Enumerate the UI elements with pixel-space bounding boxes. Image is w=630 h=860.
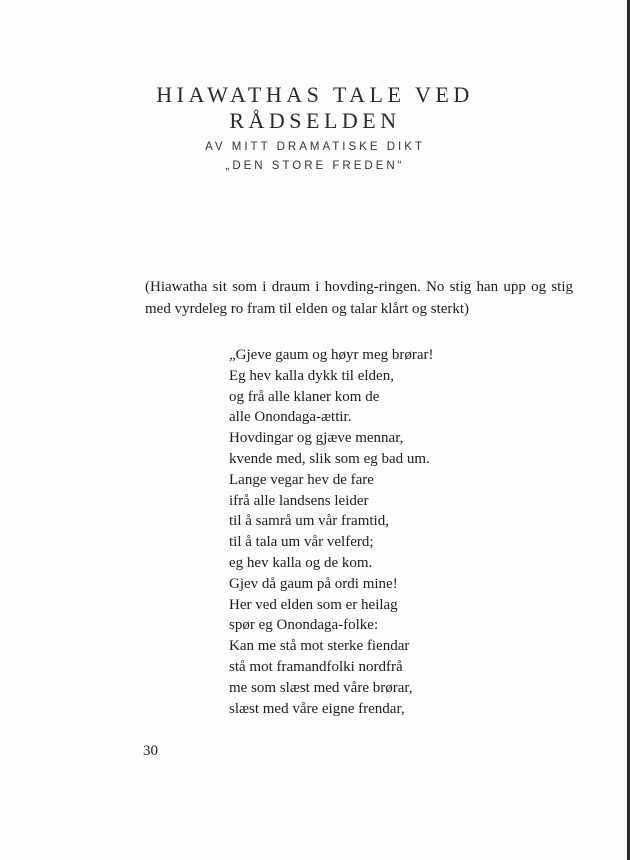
verse-line: alle Onondaga-ættir. (229, 409, 352, 426)
verse-line: Lange vegar hev de fare (229, 471, 374, 488)
title-line-2: RÅDSELDEN (229, 108, 401, 133)
subtitle (0, 138, 630, 176)
verse-line: til å tala um vår velferd; (229, 534, 374, 551)
subtitle-line-2: „DEN STORE FREDEN“ (225, 160, 405, 172)
verse-line: Her ved elden som er heilag (229, 596, 398, 613)
subtitle-line-1: AV MITT DRAMATISKE DIKT (205, 141, 425, 153)
verse-line: slæst med våre eigne frendar, (229, 700, 405, 717)
verse-line: Eg hev kalla dykk til elden, (229, 367, 394, 384)
verse-line: eg hev kalla og de kom. (229, 554, 373, 571)
verse-line: kvende med, slik som eg bad um. (229, 450, 430, 467)
verse-line: stå mot framandfolki nordfrå (229, 658, 403, 675)
verse-line: Gjev då gaum på ordi mine! (229, 575, 398, 592)
verse-line: me som slæst med våre brørar, (229, 679, 413, 696)
verse-block (229, 345, 434, 719)
page-title (0, 82, 630, 134)
title-line-1: HIAWATHAS TALE VED (156, 82, 474, 107)
verse-line: til å samrå um vår framtid, (229, 513, 389, 530)
verse-line: ifrå alle landsens leider (229, 492, 369, 509)
verse-line: Hovdingar og gjæve mennar, (229, 430, 404, 447)
verse-line: „Gjeve gaum og høyr meg brørar! (229, 347, 434, 363)
verse-line: spør eg Onondaga-folke: (229, 617, 379, 634)
stage-direction: (Hiawatha sit som i draum i hovding-ringen. No stig han upp og stig med vyrdeleg ro fram til elden og talar klårt og sterkt) (145, 279, 573, 317)
page-number: 30 (143, 743, 158, 759)
verse-line: og frå alle klaner kom de (229, 388, 380, 405)
verse-line: Kan me stå mot sterke fiendar (229, 638, 410, 655)
